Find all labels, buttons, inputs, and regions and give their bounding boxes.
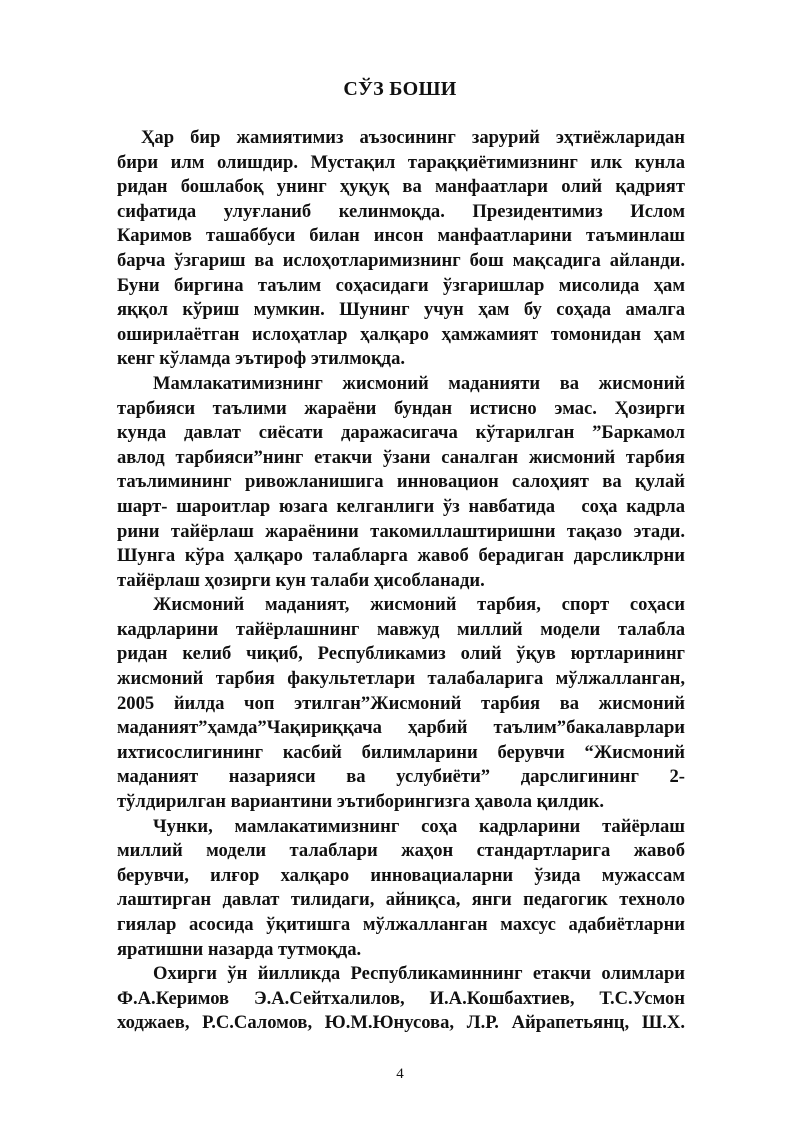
- text-line: кадрларини тайёрлашнинг мавжуд миллий модели талабла: [117, 618, 685, 640]
- text-line: Шунга кўра ҳалқаро талабларга жавоб берадиган дарсликлрни: [117, 545, 685, 567]
- text-line: кунда давлат сиёсати даражасигача кўтарилган ”Баркамол: [117, 422, 685, 444]
- text-line: Буни биргина таълим соҳасидаги ўзгаришлар мисолида ҳам: [117, 274, 685, 296]
- text-line: тарбияси таълими жараёни бундан истисно эмас. Ҳозирги: [117, 397, 685, 419]
- text-line: маданият”ҳамда”Чақириққача ҳарбий таълим”бакалаврлари: [117, 717, 685, 739]
- body-text: [117, 126, 685, 1036]
- text-line: кенг кўламда эътироф этилмоқда.: [117, 348, 406, 370]
- text-line: Ф.А.Керимов Э.А.Сейтхалилов, И.А.Кошбахтиев, Т.С.Усмон: [117, 987, 685, 1009]
- text-line: ридан келиб чиқиб, Республикамиз олий ўқув юртларининг: [117, 643, 685, 665]
- text-line: берувчи, илғор халқаро инновациаларни ўзида мужассам: [117, 864, 685, 886]
- text-line: шарт- шароитлар юзага келганлиги ўз навбатида соҳа кадрла: [117, 495, 685, 517]
- text-line: лаштирган давлат тилидаги, айниқса, янги педагогик техноло: [117, 889, 685, 911]
- text-line: оширилаётган ислоҳатлар ҳалқаро ҳамжамият томонидан ҳам: [117, 323, 685, 345]
- page-title: СЎЗ БОШИ: [343, 78, 457, 100]
- text-line: Охирги ўн йилликда Республикаминнинг етакчи олимлари: [153, 963, 685, 985]
- text-line: яққол кўриш мумкин. Шунинг учун ҳам бу соҳада амалга: [117, 299, 685, 321]
- page-number: 4: [396, 1066, 404, 1082]
- text-line: тайёрлаш ҳозирги кун талаби ҳисобланади.: [117, 569, 485, 591]
- text-line: маданият назарияси ва услубиёти” дарслигининг 2-: [117, 766, 685, 788]
- text-line: гиялар асосида ўқитишга мўлжалланган махсус адабиётларни: [117, 914, 685, 935]
- text-line: ихтисослигининг касбий билимларини берувчи “Жисмоний: [117, 741, 685, 763]
- text-line: жисмоний тарбия факультетлари талабаларига мўлжалланган,: [117, 668, 685, 690]
- text-line: Ҳар бир жамиятимиз аъзосининг зарурий эҳтиёжларидан: [141, 127, 685, 148]
- text-line: сифатида улуғланиб келинмоқда. Президентимиз Ислом: [117, 200, 685, 222]
- text-line: авлод тарбияси”нинг етакчи ўзани саналган жисмоний тарбия: [117, 446, 685, 468]
- text-line: бири илм олишдир. Мустақил тараққиётимизнинг илк кунла: [117, 151, 685, 173]
- text-line: рини тайёрлаш жараёнини такомиллаштиришни тақазо этади.: [117, 520, 685, 542]
- text-line: миллий модели талаблари жаҳон стандартларига жавоб: [117, 840, 685, 862]
- text-line: ридан бошлабоқ унинг ҳуқуқ ва манфаатлари олий қадрият: [117, 176, 685, 198]
- text-line: Мамлакатимизнинг жисмоний маданияти ва жисмоний: [153, 372, 685, 394]
- text-line: 2005 йилда чоп этилган”Жисмоний тарбия ва жисмоний: [117, 692, 685, 714]
- text-line: яратишни назарда тутмоқда.: [117, 938, 362, 960]
- text-line: Каримов ташаббуси билан инсон манфаатларини таъминлаш: [117, 225, 685, 247]
- text-line: ходжаев, Р.С.Саломов, Ю.М.Юнусова, Л.Р. Айрапетьянц, Ш.Х.: [117, 1012, 685, 1034]
- text-line: Чунки, мамлакатимизнинг соҳа кадрларини тайёрлаш: [153, 815, 685, 837]
- text-line: барча ўзгариш ва ислоҳотларимизнинг бош мақсадига айланди.: [117, 249, 685, 271]
- text-line: Жисмоний маданият, жисмоний тарбия, спорт соҳаси: [153, 594, 685, 616]
- text-line: таълимининг ривожланишига инновацион салоҳият ва қулай: [117, 471, 685, 493]
- text-line: тўлдирилган вариантини эътиборингизга ҳавола қилдик.: [117, 791, 605, 813]
